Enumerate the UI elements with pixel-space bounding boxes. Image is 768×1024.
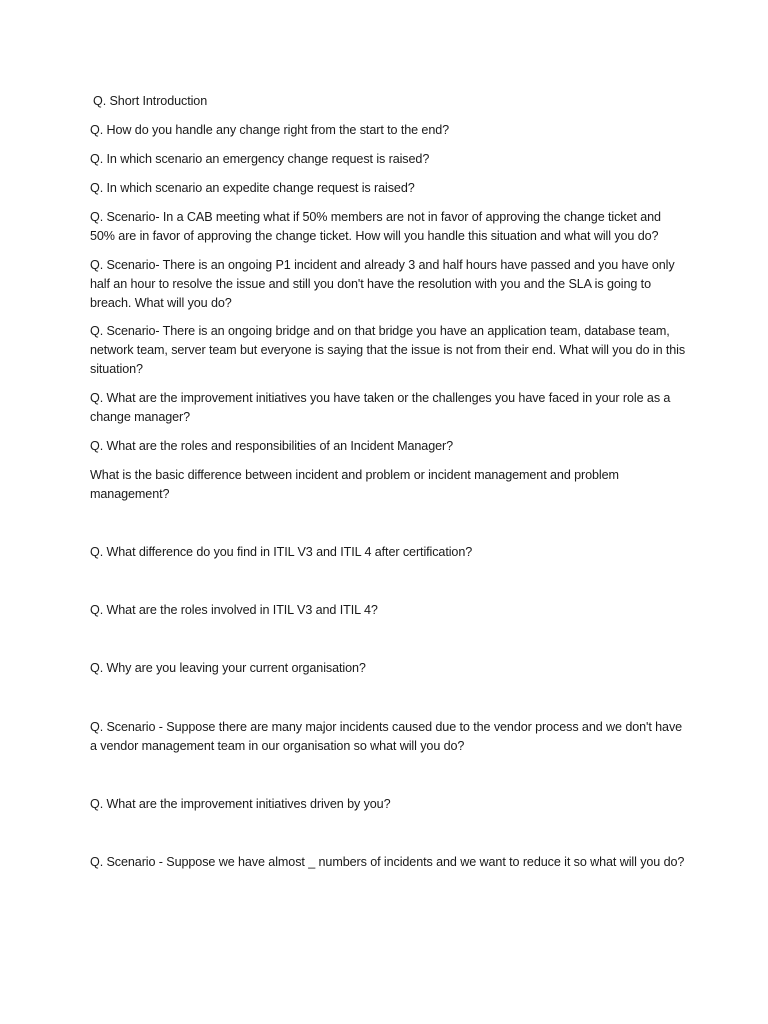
question-reduce-incidents-scenario: Q. Scenario - Suppose we have almost _ numbers of incidents and we want to reduce it so what will you do? — [90, 855, 685, 869]
question-cab-meeting-scenario: Q. Scenario- In a CAB meeting what if 50% members are not in favor of approving the change ticket and 50% are in favor of approving the change ticket. How will you handle this situation and what will you do? — [90, 210, 661, 243]
question-itil-roles: Q. What are the roles involved in ITIL V3 and ITIL 4? — [90, 603, 378, 617]
question-incident-manager-roles: Q. What are the roles and responsibilities of an Incident Manager? — [90, 439, 454, 453]
question-emergency-change: Q. In which scenario an emergency change request is raised? — [90, 152, 430, 166]
question-improvement-initiatives-change-manager: Q. What are the improvement initiatives you have taken or the challenges you have faced in your role as a change manager? — [90, 391, 671, 424]
question-leaving-organisation: Q. Why are you leaving your current organisation? — [90, 661, 366, 675]
question-improvement-initiatives-driven: Q. What are the improvement initiatives driven by you? — [90, 797, 391, 811]
question-incident-vs-problem: What is the basic difference between incident and problem or incident management and problem management? — [90, 468, 619, 501]
question-handle-change: Q. How do you handle any change right from the start to the end? — [90, 123, 450, 137]
question-itil-difference: Q. What difference do you find in ITIL V3 and ITIL 4 after certification? — [90, 545, 473, 559]
question-vendor-scenario: Q. Scenario - Suppose there are many major incidents caused due to the vendor process and we don't have a vendor management team in our organisation so what will you do? — [90, 720, 683, 753]
question-p1-incident-scenario: Q. Scenario- There is an ongoing P1 incident and already 3 and half hours have passed and you have only half an hour to resolve the issue and still you don't have the resolution with you and the SLA is going to breach. What will you do? — [90, 258, 675, 310]
question-short-introduction: Q. Short Introduction — [93, 94, 208, 108]
question-bridge-scenario: Q. Scenario- There is an ongoing bridge and on that bridge you have an application team, database team, network team, server team but everyone is saying that the issue is not from their end. What will you do in this situation? — [90, 324, 686, 376]
question-expedite-change: Q. In which scenario an expedite change request is raised? — [90, 181, 415, 195]
